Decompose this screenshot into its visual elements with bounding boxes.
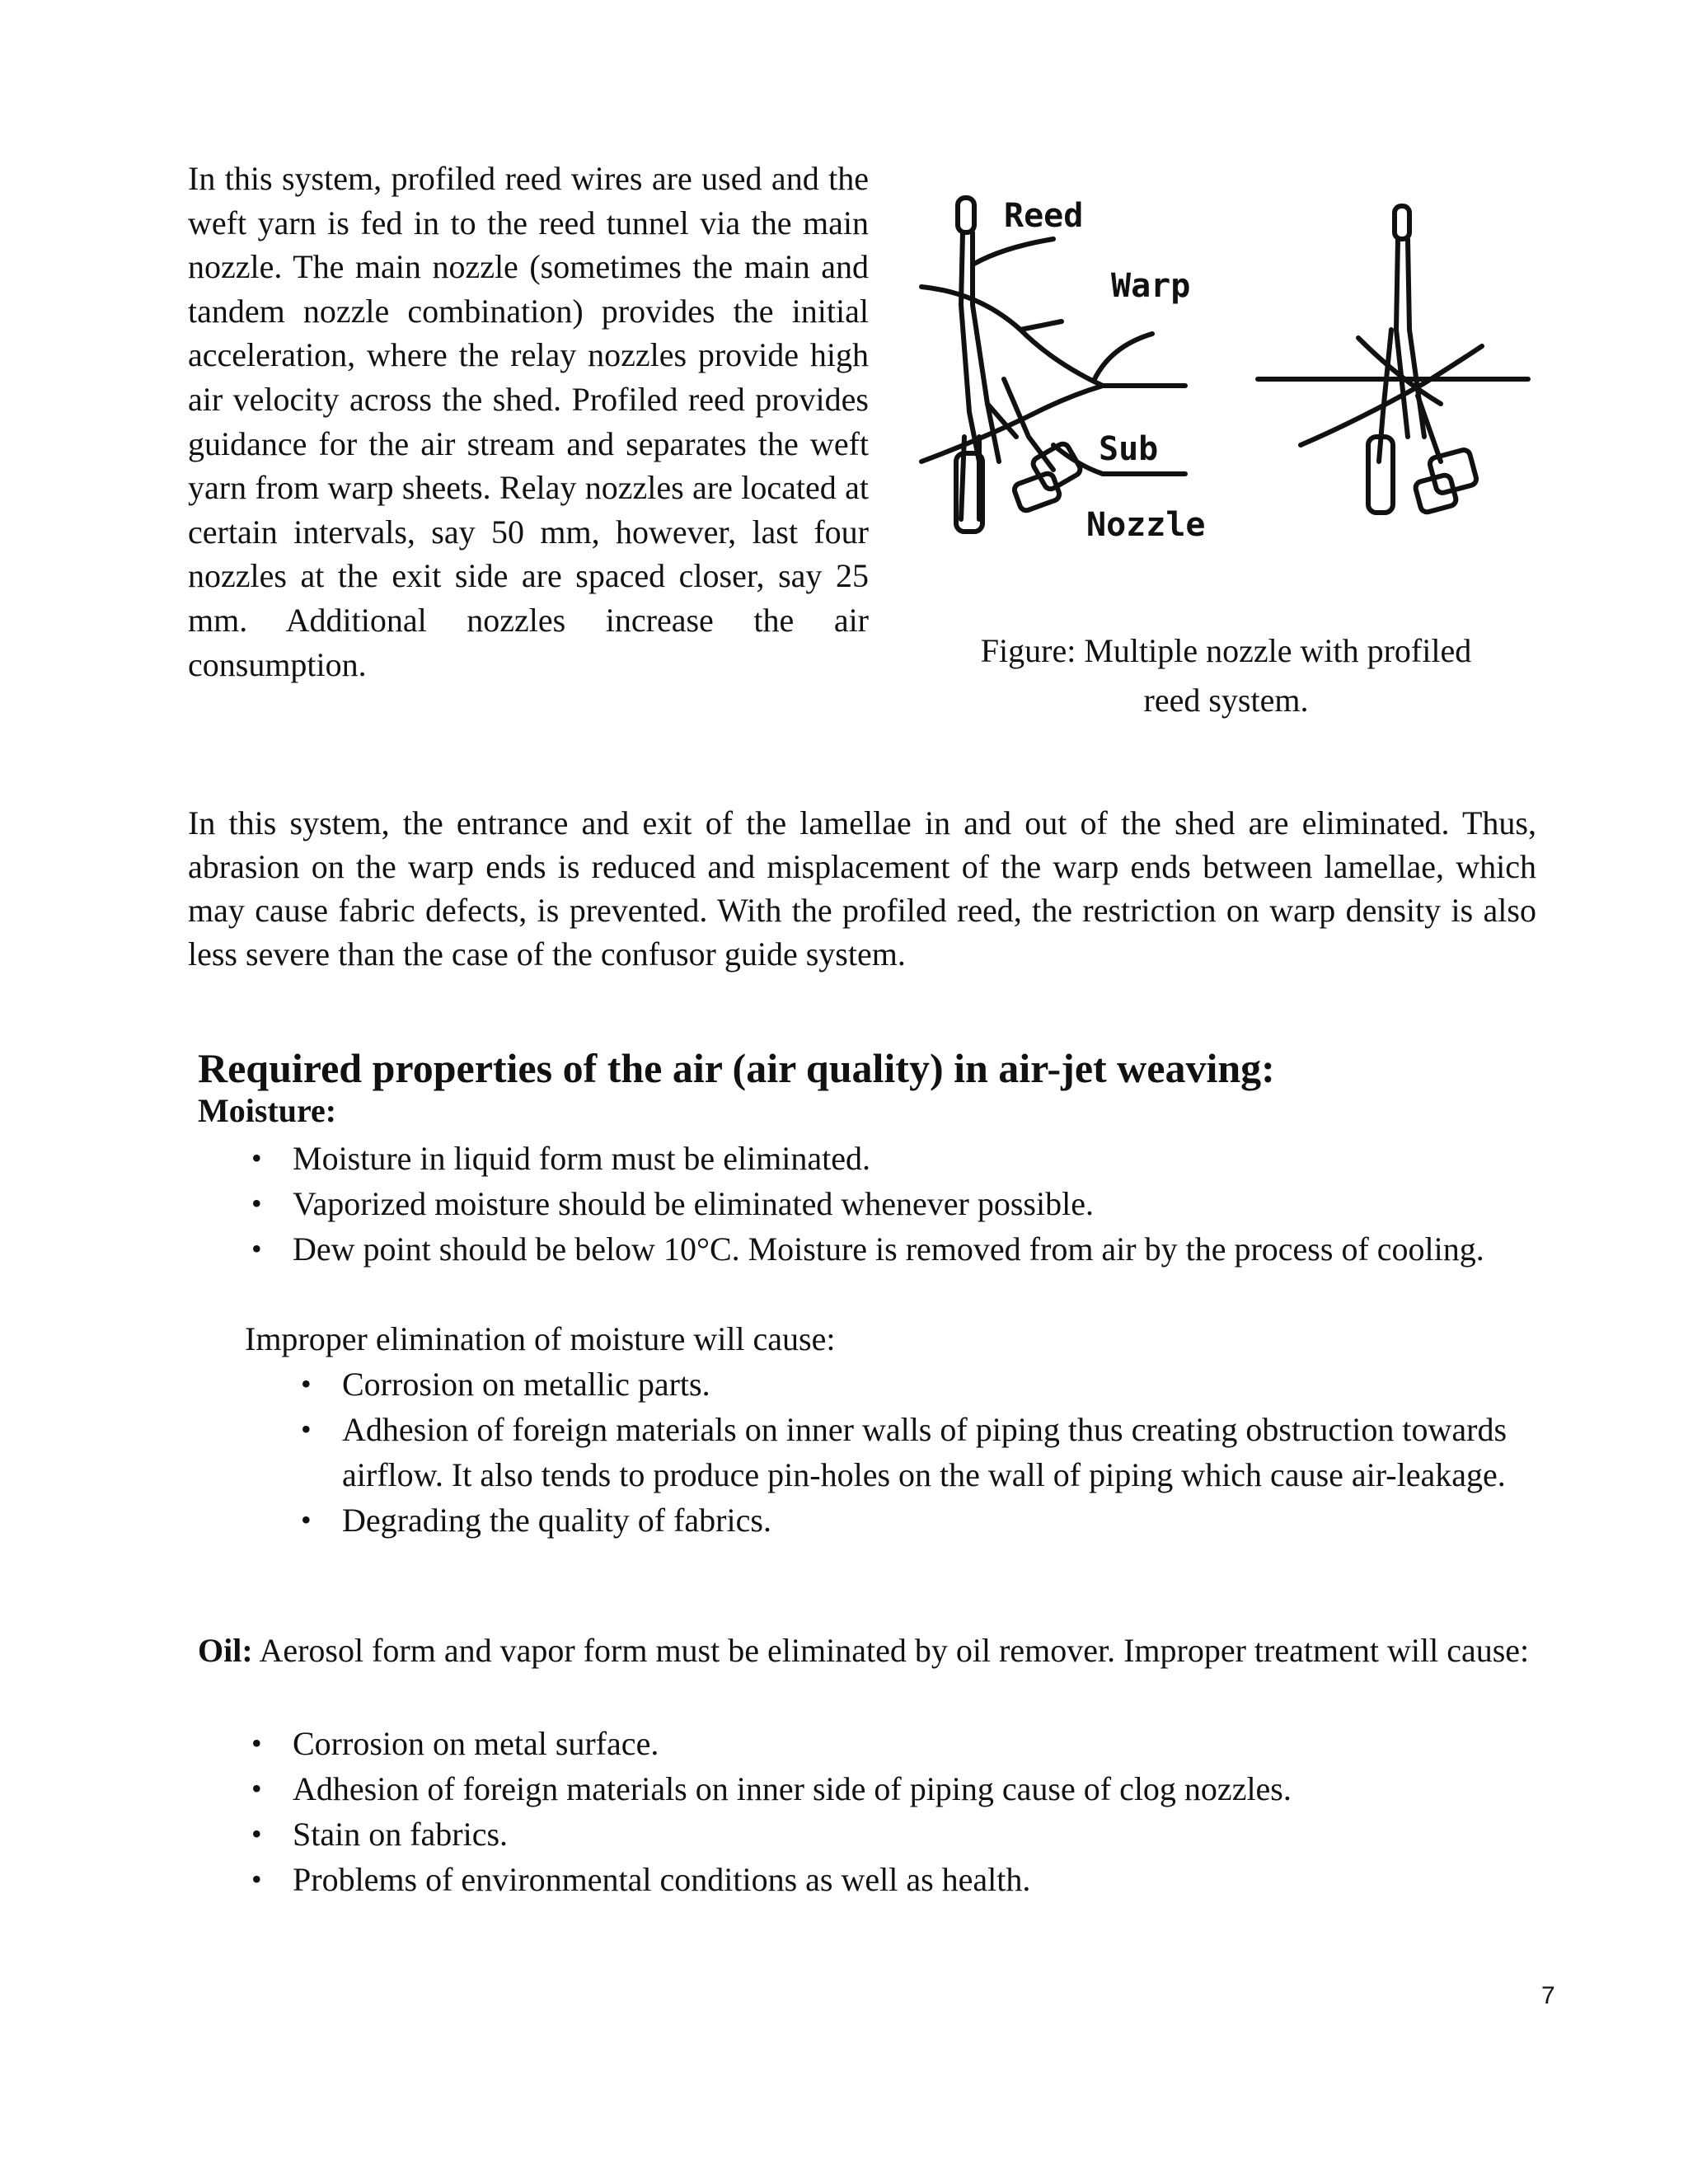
- moisture-cause-list: [301, 1361, 1562, 1543]
- bullet-icon: •: [301, 1503, 312, 1536]
- moisture-heading: Moisture:: [198, 1092, 337, 1129]
- list-item: • Moisture in liquid form must be eliminated.: [293, 1136, 1545, 1181]
- moisture-cause-intro: Improper elimination of moisture will cause:: [245, 1320, 836, 1357]
- profiled-reed-diagram: [913, 190, 1548, 618]
- oil-text: Aerosol form and vapor form must be eliminated by oil remover. Improper treatment will cause:: [252, 1632, 1530, 1669]
- bullet-icon: •: [301, 1413, 312, 1446]
- list-item: • Problems of environmental conditions as well as health.: [293, 1857, 1545, 1902]
- list-item: • Vaporized moisture should be eliminated whenever possible.: [293, 1181, 1545, 1226]
- reed-label: Reed: [1004, 197, 1084, 235]
- list-item: • Corrosion on metal surface.: [293, 1721, 1545, 1766]
- bullet-icon: •: [251, 1187, 262, 1220]
- list-item: • Stain on fabrics.: [293, 1811, 1545, 1857]
- caption-line-2: reed system.: [1143, 682, 1309, 719]
- bullet-icon: •: [251, 1863, 262, 1896]
- oil-list: [251, 1721, 1545, 1902]
- moisture-list: [251, 1136, 1545, 1272]
- bullet-icon: •: [301, 1367, 312, 1400]
- bullet-icon: •: [251, 1141, 262, 1174]
- warp-label: Warp: [1111, 267, 1191, 305]
- section-heading: Required properties of the air (air quality) in air-jet weaving:: [198, 1045, 1275, 1091]
- nozzle-figure: [913, 190, 1548, 618]
- bullet-icon: •: [251, 1772, 262, 1805]
- figure-caption: [907, 626, 1545, 725]
- list-item: • Degrading the quality of fabrics.: [342, 1497, 1562, 1543]
- list-item: • Corrosion on metallic parts.: [342, 1361, 1562, 1407]
- nozzle-label: Nozzle: [1086, 506, 1206, 544]
- lamellae-paragraph: In this system, the entrance and exit of the lamellae in and out of the shed are eliminated. Thus, abrasion on the warp ends is reduced and misplacement of the warp ends between lamellae, which may cause fabric defects, is prevented. With the profiled reed, the restriction on warp density is also less severe than the case of the confusor guide system.: [188, 804, 1536, 972]
- bullet-icon: •: [251, 1232, 262, 1265]
- left-reed-drawing: [921, 198, 1185, 532]
- page-number: 7: [1541, 1982, 1555, 2009]
- list-item: • Adhesion of foreign materials on inner walls of piping thus creating obstruction towards airflow. It also tends to produce pin-holes on the wall of piping which cause air-leakage.: [342, 1407, 1562, 1497]
- oil-paragraph: [198, 1629, 1566, 1672]
- intro-paragraph: In this system, profiled reed wires are used and the weft yarn is fed in to the reed tunnel via the main nozzle. The main nozzle (sometimes the main and tandem nozzle combination) provides the initial acceleration, where the relay nozzles provide high air velocity across the shed. Profiled reed provides guidance for the air stream and separates the weft yarn from warp sheets. Relay nozzles are located at certain intervals, say 50 mm, however, last four nozzles at the exit side are spaced closer, say 25 mm. Additional nozzles increase the air consumption.: [188, 160, 869, 683]
- bullet-icon: •: [251, 1817, 262, 1850]
- right-reed-drawing: [1258, 206, 1528, 513]
- sub-label: Sub: [1099, 430, 1159, 468]
- list-item: • Adhesion of foreign materials on inner side of piping cause of clog nozzles.: [293, 1766, 1545, 1811]
- bullet-icon: •: [251, 1727, 262, 1760]
- oil-label: Oil:: [198, 1632, 253, 1669]
- caption-line-1: Figure: Multiple nozzle with profiled: [980, 632, 1472, 669]
- list-item: • Dew point should be below 10°C. Moisture is removed from air by the process of cooling.: [293, 1226, 1545, 1272]
